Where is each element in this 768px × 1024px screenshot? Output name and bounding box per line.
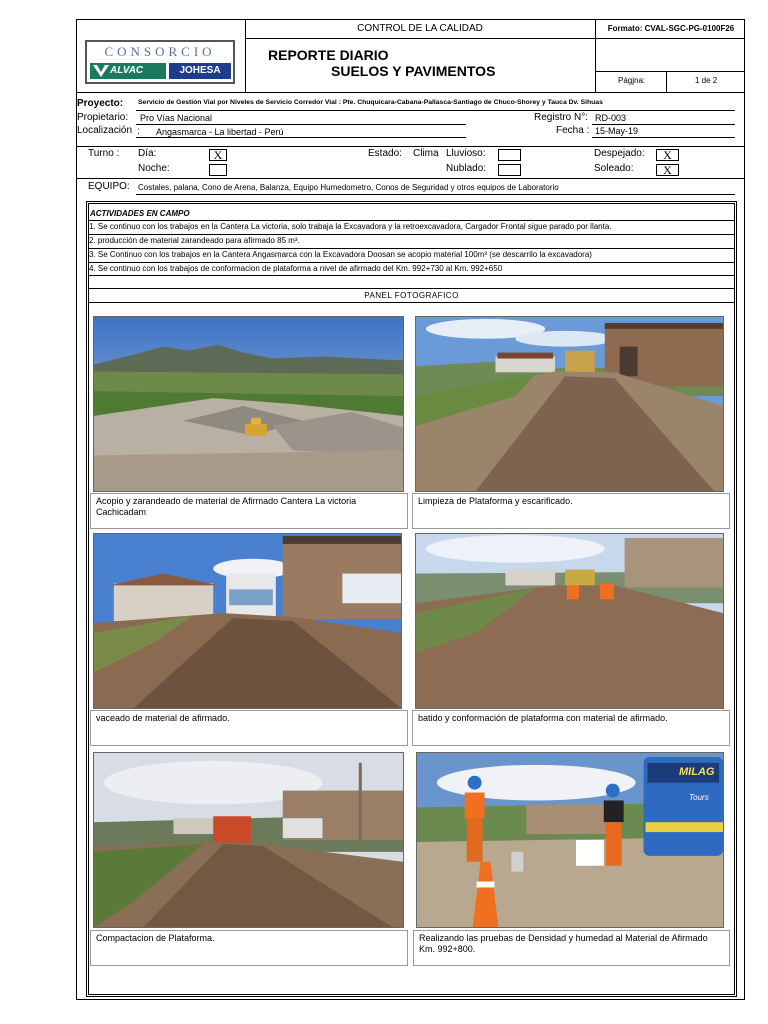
fecha-value: 15-May-19 bbox=[595, 126, 639, 136]
caption-compactacion: Compactacion de Plataforma. bbox=[90, 930, 408, 966]
header-divider-right bbox=[595, 19, 596, 92]
formato-code: Formato: CVAL-SGC-PG-0100F26 bbox=[607, 24, 735, 33]
header-page-line bbox=[595, 71, 745, 72]
equipo-value: Costales, palana, Cono de Arena, Balanza, Equipo Humedometro, Conos de Seguridad y otros equipos de Laboratorio bbox=[138, 183, 559, 192]
propietario-value: Pro Vías Nacional bbox=[140, 113, 213, 123]
act-line-3 bbox=[88, 262, 735, 263]
photo-vaceado bbox=[93, 533, 402, 709]
soleado-checkbox[interactable]: X bbox=[656, 164, 679, 176]
propietario-underline bbox=[136, 124, 466, 125]
clima-label: Clima bbox=[413, 148, 439, 159]
pagina-value: 1 de 2 bbox=[695, 76, 718, 85]
photo-escarificado bbox=[415, 316, 724, 492]
dia-label: Día: bbox=[138, 148, 157, 159]
localizacion-label: Localización bbox=[77, 125, 133, 136]
actividad-item: 4. Se continuo con los trabajos de conformacion de plataforma a nivel de afirmado del Km. 992+730 al Km. 992+650 bbox=[89, 264, 503, 273]
localizacion-underline bbox=[136, 137, 466, 138]
despejado-checkbox[interactable]: X bbox=[656, 149, 679, 161]
nublado-checkbox[interactable] bbox=[498, 164, 521, 176]
caption-cantera: Acopio y zarandeado de material de Afirmado Cantera La victoria Cachicadam bbox=[90, 493, 408, 529]
registro-underline bbox=[592, 124, 735, 125]
caption-escarificado: Limpieza de Plataforma y escarificado. bbox=[412, 493, 730, 529]
alvac-mark-icon bbox=[93, 65, 109, 77]
despejado-label: Despejado: bbox=[594, 148, 645, 159]
proyecto-value: Servicio de Gestión Vial por Niveles de Servicio Corredor Vial : Pte. Chuquicara-Cabana-Pallasca-Santiago de Chuco-Shorey y Tauca Dv. Sihuas bbox=[138, 99, 603, 106]
equipo-underline bbox=[136, 194, 735, 195]
photo-cantera bbox=[93, 316, 404, 492]
caption-pruebas-densidad: Realizando las pruebas de Densidad y humedad al Material de Afirmado Km. 992+800. bbox=[413, 930, 730, 966]
localizacion-colon: : bbox=[137, 126, 140, 137]
act-line-6 bbox=[88, 302, 735, 303]
lluvioso-checkbox[interactable] bbox=[498, 149, 521, 161]
act-line-0 bbox=[88, 220, 735, 221]
bus-sub-text: Tours bbox=[689, 793, 709, 802]
registro-value: RD-003 bbox=[595, 113, 627, 123]
actividad-item: 1. Se continuo con los trabajos en la Cantera La victoria, solo trabaja la Excavadora y la retroexcavadora, Cargador Frontal sigue parado por llanta. bbox=[89, 222, 612, 231]
logo-alvac bbox=[90, 63, 166, 79]
localizacion-value: Angasmarca - La libertad - Perú bbox=[156, 127, 284, 137]
actividad-item: 2. producción de material zarandeado para afirmado 85 m³. bbox=[89, 236, 300, 245]
logo-consorcio-text: CONSORCIO bbox=[104, 44, 216, 59]
dia-checkbox[interactable]: X bbox=[209, 149, 227, 161]
soleado-label: Soleado: bbox=[594, 163, 634, 174]
panel-title: PANEL FOTOGRAFICO bbox=[364, 291, 459, 300]
turno-label: Turno : bbox=[88, 148, 120, 159]
photo-conformacion bbox=[415, 533, 724, 709]
act-line-1 bbox=[88, 234, 735, 235]
act-line-4 bbox=[88, 275, 735, 276]
estado-label: Estado: bbox=[368, 148, 402, 159]
registro-label: Registro N°: bbox=[534, 112, 589, 123]
fecha-label: Fecha : bbox=[556, 125, 590, 136]
bus-brand-text: MILAG bbox=[679, 766, 715, 778]
proyecto-label: Proyecto: bbox=[77, 98, 124, 109]
header-page-divider bbox=[666, 71, 667, 92]
nublado-label: Nublado: bbox=[446, 163, 487, 174]
photo-compactacion bbox=[93, 752, 404, 928]
act-line-2 bbox=[88, 248, 735, 249]
caption-vaceado: vaceado de material de afirmado. bbox=[90, 710, 408, 746]
report-title-line1: REPORTE DIARIO bbox=[268, 47, 389, 63]
turno-bottom-line bbox=[76, 178, 745, 179]
actividad-item: 3. Se Continuo con los trabajos en la Cantera Angasmarca con la Excavadora Doosan se acopio material 100m³ (se descarrilo la excavadora) bbox=[89, 250, 592, 259]
pagina-label: Págjna: bbox=[618, 76, 646, 85]
logo-johesa: JOHESA bbox=[169, 63, 231, 79]
fecha-underline bbox=[592, 137, 735, 138]
header-hline bbox=[245, 38, 745, 39]
header-bottom-line bbox=[76, 92, 745, 93]
lluvioso-label: Lluvioso: bbox=[446, 148, 486, 159]
proyecto-underline bbox=[136, 110, 735, 111]
logo-alvac-text: ALVAC bbox=[110, 65, 144, 76]
photo-pruebas-densidad bbox=[416, 752, 724, 928]
act-line-5 bbox=[88, 288, 735, 289]
noche-label: Noche: bbox=[138, 163, 170, 174]
noche-checkbox[interactable] bbox=[209, 164, 227, 176]
equipo-label: EQUIPO: bbox=[88, 181, 130, 192]
propietario-label: Propietario: bbox=[77, 112, 129, 123]
caption-conformacion: batido y conformación de plataforma con material de afirmado. bbox=[412, 710, 730, 746]
info-bottom-line bbox=[76, 146, 745, 147]
consorcio-logo bbox=[85, 40, 235, 84]
control-title: CONTROL DE LA CALIDAD bbox=[357, 23, 483, 34]
actividades-title: ACTIVIDADES EN CAMPO bbox=[90, 209, 190, 218]
report-title-line2: SUELOS Y PAVIMENTOS bbox=[331, 63, 496, 79]
